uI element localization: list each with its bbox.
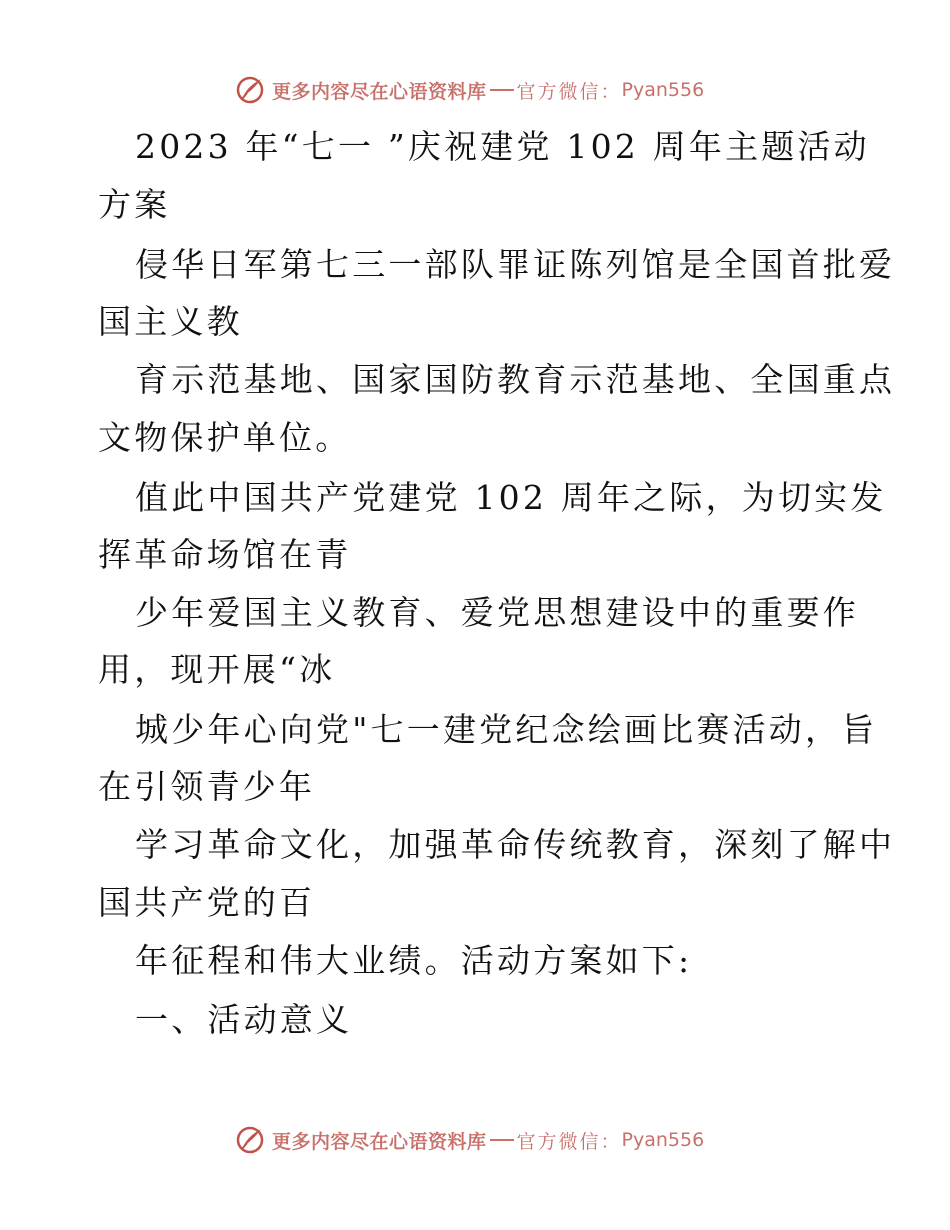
paragraph-line: 年征程和伟大业绩。活动方案如下: (135, 941, 693, 980)
watermark-id: Pyan556 (621, 79, 705, 101)
paragraph-line: 国主义教 (98, 302, 243, 341)
watermark-dash (490, 89, 514, 91)
title-line-2: 方案 (98, 185, 171, 224)
watermark-footer (234, 1122, 704, 1158)
paragraph-line: 少年爱国主义教育、爱党思想建设中的重要作 (135, 593, 859, 632)
watermark-label: 官方微信： (516, 80, 622, 103)
watermark-dash (490, 1139, 514, 1141)
quill-logo-icon (234, 1124, 266, 1156)
watermark-id: Pyan556 (621, 1129, 705, 1151)
paragraph-line: 学习革命文化，加强革命传统教育，深刻了解中 (135, 825, 896, 864)
paragraph-line: 值此中国共产党建党 102 周年之际，为切实发 (135, 478, 887, 517)
paragraph-line: 挥革命场馆在青 (98, 535, 352, 574)
quill-logo-icon (234, 74, 266, 106)
paragraph-line: 育示范基地、国家国防教育示范基地、全国重点 (135, 360, 896, 399)
watermark-text: 更多内容尽在心语资料库 (272, 80, 487, 103)
watermark-label: 官方微信： (516, 1130, 622, 1153)
paragraph-line: 文物保护单位。 (98, 418, 352, 457)
paragraph-line: 侵华日军第七三一部队罪证陈列馆是全国首批爱 (135, 245, 896, 284)
paragraph-line: 在引领青少年 (98, 767, 316, 806)
watermark-header (234, 72, 704, 108)
title-line-1: 2023 年“七一 ”庆祝建党 102 周年主题活动 (135, 127, 870, 166)
paragraph-line: 城少年心向党"七一建党纪念绘画比赛活动，旨 (135, 710, 878, 749)
paragraph-line: 用，现开展“冰 (98, 650, 336, 689)
watermark-text: 更多内容尽在心语资料库 (272, 1130, 487, 1153)
paragraph-line: 国共产党的百 (98, 883, 316, 922)
section-heading: 一、活动意义 (135, 1000, 353, 1039)
